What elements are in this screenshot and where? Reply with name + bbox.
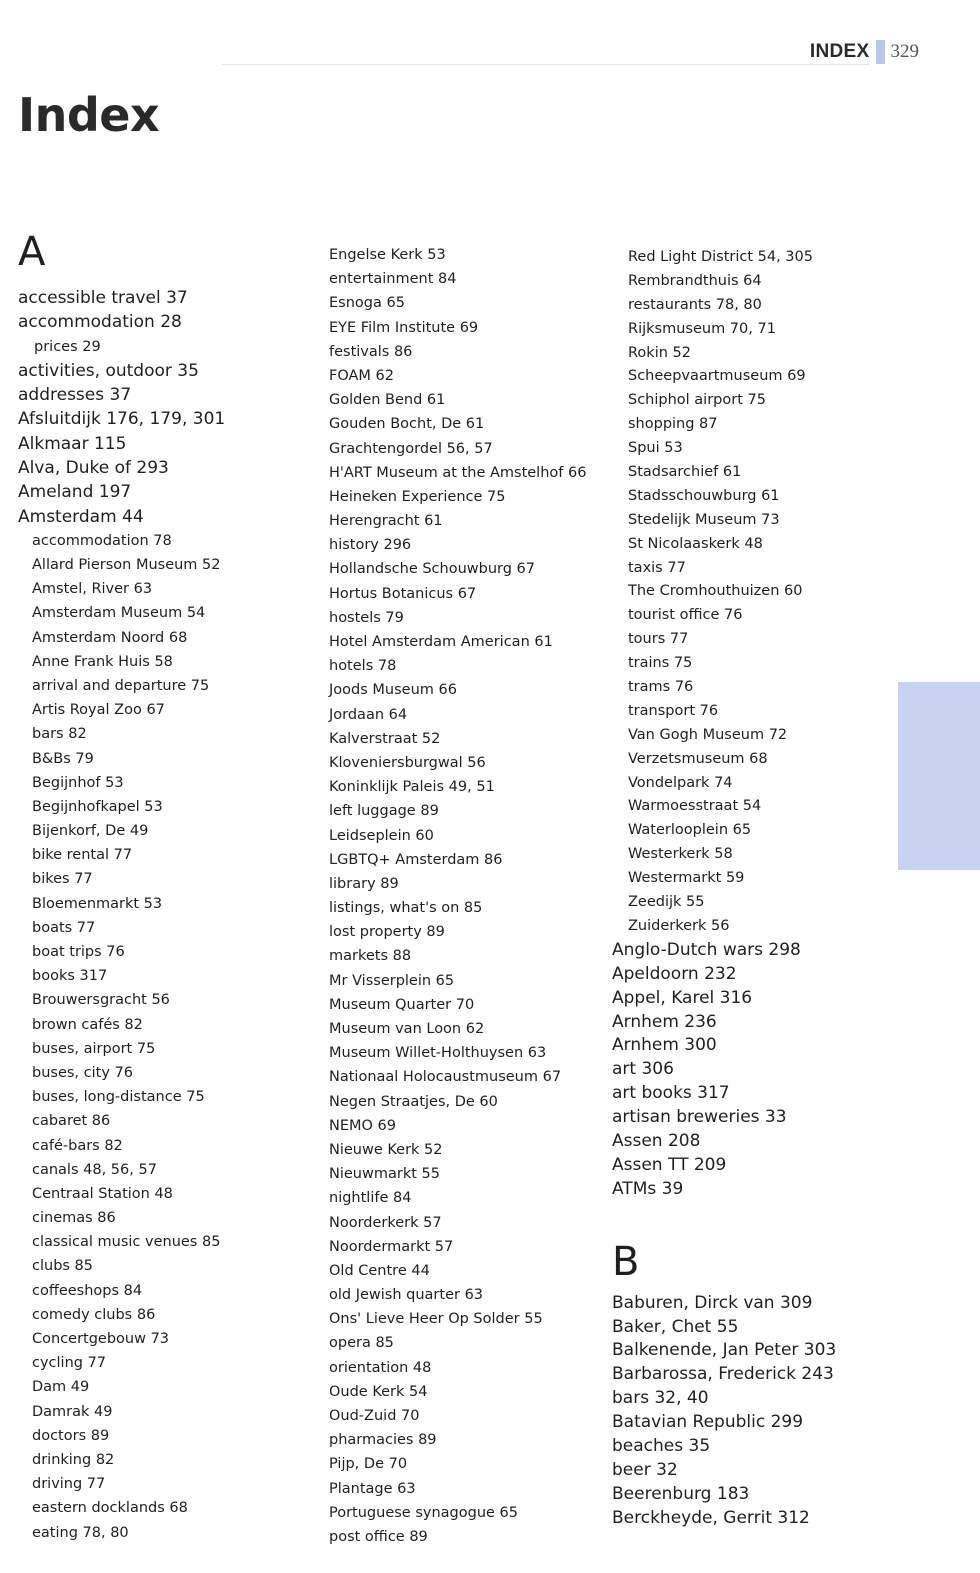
index-subentry: Jordaan 64	[329, 706, 408, 723]
index-subentry: Oud-Zuid 70	[329, 1408, 420, 1424]
index-subentry: coffeeshops 84	[32, 1282, 143, 1299]
index-subentry: cinemas 86	[32, 1210, 116, 1227]
index-subentry: Amsterdam Museum 54	[32, 605, 206, 622]
index-subentry: old Jewish quarter 63	[329, 1287, 484, 1304]
index-subentry: post office 89	[329, 1528, 428, 1545]
index-subentry: Dam 49	[32, 1379, 90, 1396]
index-subentry: pharmacies 89	[329, 1432, 437, 1449]
index-subentry: Nieuwe Kerk 52	[329, 1141, 443, 1158]
index-subentry: tourist office 76	[628, 607, 743, 624]
index-subentry: eastern docklands 68	[32, 1500, 188, 1517]
index-entry: Beerenburg 183	[612, 1483, 750, 1504]
index-subentry: tours 77	[628, 631, 689, 648]
index-subentry: Ons' Lieve Heer Op Solder 55	[329, 1311, 543, 1328]
index-subentry: Begijnhofkapel 53	[32, 798, 163, 815]
index-entry: Alkmaar 115	[18, 433, 127, 454]
index-entry: beaches 35	[612, 1435, 711, 1456]
thumb-index-tab	[898, 682, 980, 870]
index-subentry: Engelse Kerk 53	[329, 247, 446, 263]
index-subentry: bars 82	[32, 726, 87, 743]
index-entry: Alva, Duke of 293	[18, 457, 169, 478]
index-column-2	[329, 243, 609, 1549]
header-rule	[222, 64, 870, 65]
index-subentry: Spui 53	[628, 440, 683, 457]
index-subentry: Gouden Bocht, De 61	[329, 416, 485, 433]
index-subentry: cabaret 86	[32, 1113, 111, 1130]
index-subentry: transport 76	[628, 702, 719, 719]
index-subentry: Bijenkorf, De 49	[32, 823, 149, 840]
amsterdam-subentries	[18, 529, 308, 1545]
index-entry: art 306	[612, 1059, 674, 1080]
index-subentry: bikes 77	[32, 871, 93, 888]
index-subentry: hostels 79	[329, 609, 404, 626]
index-subentry: buses, city 76	[32, 1064, 133, 1081]
index-subentry: entertainment 84	[329, 271, 457, 288]
index-entry: art books 317	[612, 1083, 730, 1104]
index-column-1	[18, 226, 308, 1545]
index-subentry: Brouwersgracht 56	[32, 992, 170, 1009]
index-subentry: Negen Straatjes, De 60	[329, 1093, 498, 1110]
index-subentry: Verzetsmuseum 68	[628, 750, 768, 767]
index-subentry: Anne Frank Huis 58	[32, 653, 173, 670]
index-entry: Assen 208	[612, 1130, 701, 1151]
index-entry: Amsterdam 44	[18, 506, 144, 527]
index-entry: beer 32	[612, 1459, 678, 1480]
index-subentry: Plantage 63	[329, 1480, 416, 1497]
index-subentry: Red Light District 54, 305	[628, 249, 813, 265]
index-subentry: markets 88	[329, 948, 412, 965]
index-subentry: St Nicolaaskerk 48	[628, 535, 763, 552]
index-subentry: books 317	[32, 968, 108, 985]
index-subentry: Stadsarchief 61	[628, 464, 742, 481]
index-subentry: Schiphol airport 75	[628, 392, 766, 409]
index-subentry: EYE Film Institute 69	[329, 319, 479, 336]
index-subentry: Golden Bend 61	[329, 392, 446, 409]
index-subentry: festivals 86	[329, 343, 413, 360]
index-subentry: Mr Visserplein 65	[329, 972, 455, 989]
index-subentry: Nieuwmarkt 55	[329, 1166, 440, 1183]
a-main-entries	[612, 939, 892, 1202]
index-subentry: clubs 85	[32, 1258, 94, 1275]
index-subentry: classical music venues 85	[32, 1234, 221, 1251]
index-entry: Ameland 197	[18, 482, 132, 503]
index-subentry: taxis 77	[628, 559, 686, 576]
index-subentry: doctors 89	[32, 1427, 110, 1444]
index-subentry: nightlife 84	[329, 1190, 412, 1207]
index-subentry: Nationaal Holocaustmuseum 67	[329, 1069, 562, 1086]
index-subentry: lost property 89	[329, 924, 445, 941]
index-entry: accommodation 28	[18, 312, 182, 333]
index-subentry: listings, what's on 85	[329, 900, 483, 917]
index-subentry: Old Centre 44	[329, 1262, 430, 1279]
index-subentry: Hortus Botanicus 67	[329, 585, 477, 602]
section-color-bar	[876, 40, 885, 64]
index-subentry: Rembrandthuis 64	[628, 272, 762, 289]
index-subentry: Portuguese synagogue 65	[329, 1504, 518, 1521]
index-subentry: Westermarkt 59	[628, 870, 745, 887]
index-subentry: Pijp, De 70	[329, 1456, 408, 1473]
index-subentry: buses, airport 75	[32, 1040, 156, 1057]
index-subentry: shopping 87	[628, 416, 718, 433]
index-subentry: buses, long-distance 75	[32, 1089, 205, 1106]
index-subentry: driving 77	[32, 1476, 106, 1493]
index-subentry: Stadsschouwburg 61	[628, 487, 780, 504]
index-subentry: FOAM 62	[329, 367, 394, 384]
index-subentry: Zuiderkerk 56	[628, 917, 730, 934]
page-title: Index	[18, 88, 160, 142]
index-entry: addresses 37	[18, 385, 132, 406]
index-subentry: Hotel Amsterdam American 61	[329, 634, 553, 650]
index-subentry: LGBTQ+ Amsterdam 86	[329, 851, 503, 868]
index-subentry: Westerkerk 58	[628, 846, 733, 863]
index-entry: Balkenende, Jan Peter 303	[612, 1340, 837, 1361]
index-subentry: H'ART Museum at the Amstelhof 66	[329, 464, 587, 481]
index-entry: Baburen, Dirck van 309	[612, 1292, 813, 1313]
running-head-section: INDEX	[809, 41, 870, 62]
index-entry: artisan breweries 33	[612, 1107, 787, 1128]
index-subentry: Concertgebouw 73	[32, 1331, 170, 1348]
index-subentry: NEMO 69	[329, 1117, 396, 1134]
index-subentry: Bloemenmarkt 53	[32, 895, 163, 912]
index-subentry: Vondelpark 74	[628, 774, 733, 791]
main-entries-mid	[18, 359, 308, 529]
index-subentry: Zeedijk 55	[628, 894, 705, 911]
index-entry: ATMs 39	[612, 1178, 684, 1199]
index-subentry: Amsterdam Noord 68	[32, 629, 188, 646]
index-subentry: bike rental 77	[32, 847, 133, 864]
index-subentry: Noorderkerk 57	[329, 1214, 442, 1231]
index-subentry: Grachtengordel 56, 57	[329, 440, 493, 457]
index-entry: Batavian Republic 299	[612, 1412, 804, 1433]
index-subentry: Begijnhof 53	[32, 774, 124, 791]
index-subentry: The Cromhouthuizen 60	[628, 583, 803, 600]
running-head	[810, 40, 919, 64]
index-subentry: Scheepvaartmuseum 69	[628, 368, 806, 385]
index-subentry: Koninklijk Paleis 49, 51	[329, 779, 495, 796]
index-subentry: Rijksmuseum 70, 71	[628, 320, 776, 337]
index-entry: Anglo-Dutch wars 298	[612, 939, 801, 960]
page-number: 329	[890, 41, 919, 62]
index-subentry: Noordermarkt 57	[329, 1238, 454, 1255]
index-entry: Barbarossa, Frederick 243	[612, 1364, 834, 1385]
index-subentry: Museum Willet-Holthuysen 63	[329, 1045, 547, 1062]
index-subentry: library 89	[329, 875, 399, 892]
index-subentry: accommodation 78	[32, 532, 172, 549]
index-subentry: Rokin 52	[628, 344, 691, 361]
index-subentry: Leidseplein 60	[329, 827, 434, 844]
index-subentry: left luggage 89	[329, 803, 439, 820]
index-subentry: Esnoga 65	[329, 295, 405, 312]
index-entry: Baker, Chet 55	[612, 1316, 739, 1337]
index-subentry: hotels 78	[329, 658, 397, 675]
index-entry: Arnhem 300	[612, 1035, 717, 1056]
index-subentry: boat trips 76	[32, 944, 125, 961]
index-subentry: comedy clubs 86	[32, 1306, 156, 1323]
index-subentry: Museum van Loon 62	[329, 1021, 485, 1037]
index-subentry: drinking 82	[32, 1451, 115, 1468]
index-entry: Afsluitdijk 176, 179, 301	[18, 409, 226, 430]
index-subentry: Museum Quarter 70	[329, 996, 475, 1013]
b-main-entries	[612, 1292, 892, 1531]
index-subentry: restaurants 78, 80	[628, 296, 762, 313]
index-subentry: orientation 48	[329, 1359, 432, 1376]
index-subentry: Centraal Station 48	[32, 1185, 173, 1202]
index-subentry: Heineken Experience 75	[329, 488, 506, 505]
index-subentry: B&Bs 79	[32, 750, 94, 767]
index-entry: Berckheyde, Gerrit 312	[612, 1507, 810, 1528]
letter-heading-a: A	[18, 229, 46, 275]
index-subentry: Joods Museum 66	[329, 682, 457, 699]
index-subentry: Warmoesstraat 54	[628, 798, 762, 815]
index-subentry: café-bars 82	[32, 1137, 123, 1154]
index-entry: activities, outdoor 35	[18, 360, 199, 381]
main-entries-top	[18, 286, 308, 359]
index-subentry: cycling 77	[32, 1355, 107, 1372]
index-entry: Apeldoorn 232	[612, 963, 737, 984]
index-subentry: Kloveniersburgwal 56	[329, 754, 486, 771]
index-subentry: Van Gogh Museum 72	[628, 726, 788, 743]
index-column-3	[612, 246, 892, 1531]
index-subentry: history 296	[329, 537, 412, 554]
index-subentry: eating 78, 80	[32, 1524, 129, 1541]
index-subentry: arrival and departure 75	[32, 677, 210, 694]
index-entry: Appel, Karel 316	[612, 987, 753, 1008]
index-entry: Arnhem 236	[612, 1011, 717, 1032]
index-subentry: Stedelijk Museum 73	[628, 511, 780, 528]
amsterdam-subentries-continued	[329, 243, 609, 1549]
index-subentry: brown cafés 82	[32, 1016, 143, 1033]
index-subentry: Allard Pierson Museum 52	[32, 557, 221, 574]
index-entry: accessible travel 37	[18, 288, 188, 308]
index-subentry: Kalverstraat 52	[329, 730, 441, 747]
index-subentry: Artis Royal Zoo 67	[32, 702, 165, 719]
index-entry: bars 32, 40	[612, 1388, 709, 1409]
index-subentry: Hollandsche Schouwburg 67	[329, 561, 536, 578]
letter-heading-b: B	[612, 1238, 640, 1285]
index-subentry: prices 29	[34, 338, 101, 355]
amsterdam-subentries-end	[612, 246, 892, 939]
index-subentry: canals 48, 56, 57	[32, 1161, 157, 1178]
index-subentry: boats 77	[32, 919, 96, 936]
index-subentry: trams 76	[628, 679, 694, 696]
index-subentry: Amstel, River 63	[32, 581, 153, 598]
index-entry: Assen TT 209	[612, 1154, 727, 1175]
index-subentry: Oude Kerk 54	[329, 1383, 428, 1400]
index-subentry: Herengracht 61	[329, 513, 443, 530]
index-subentry: opera 85	[329, 1335, 394, 1352]
index-subentry: Waterlooplein 65	[628, 822, 752, 839]
index-subentry: trains 75	[628, 655, 693, 672]
index-subentry: Damrak 49	[32, 1403, 113, 1420]
